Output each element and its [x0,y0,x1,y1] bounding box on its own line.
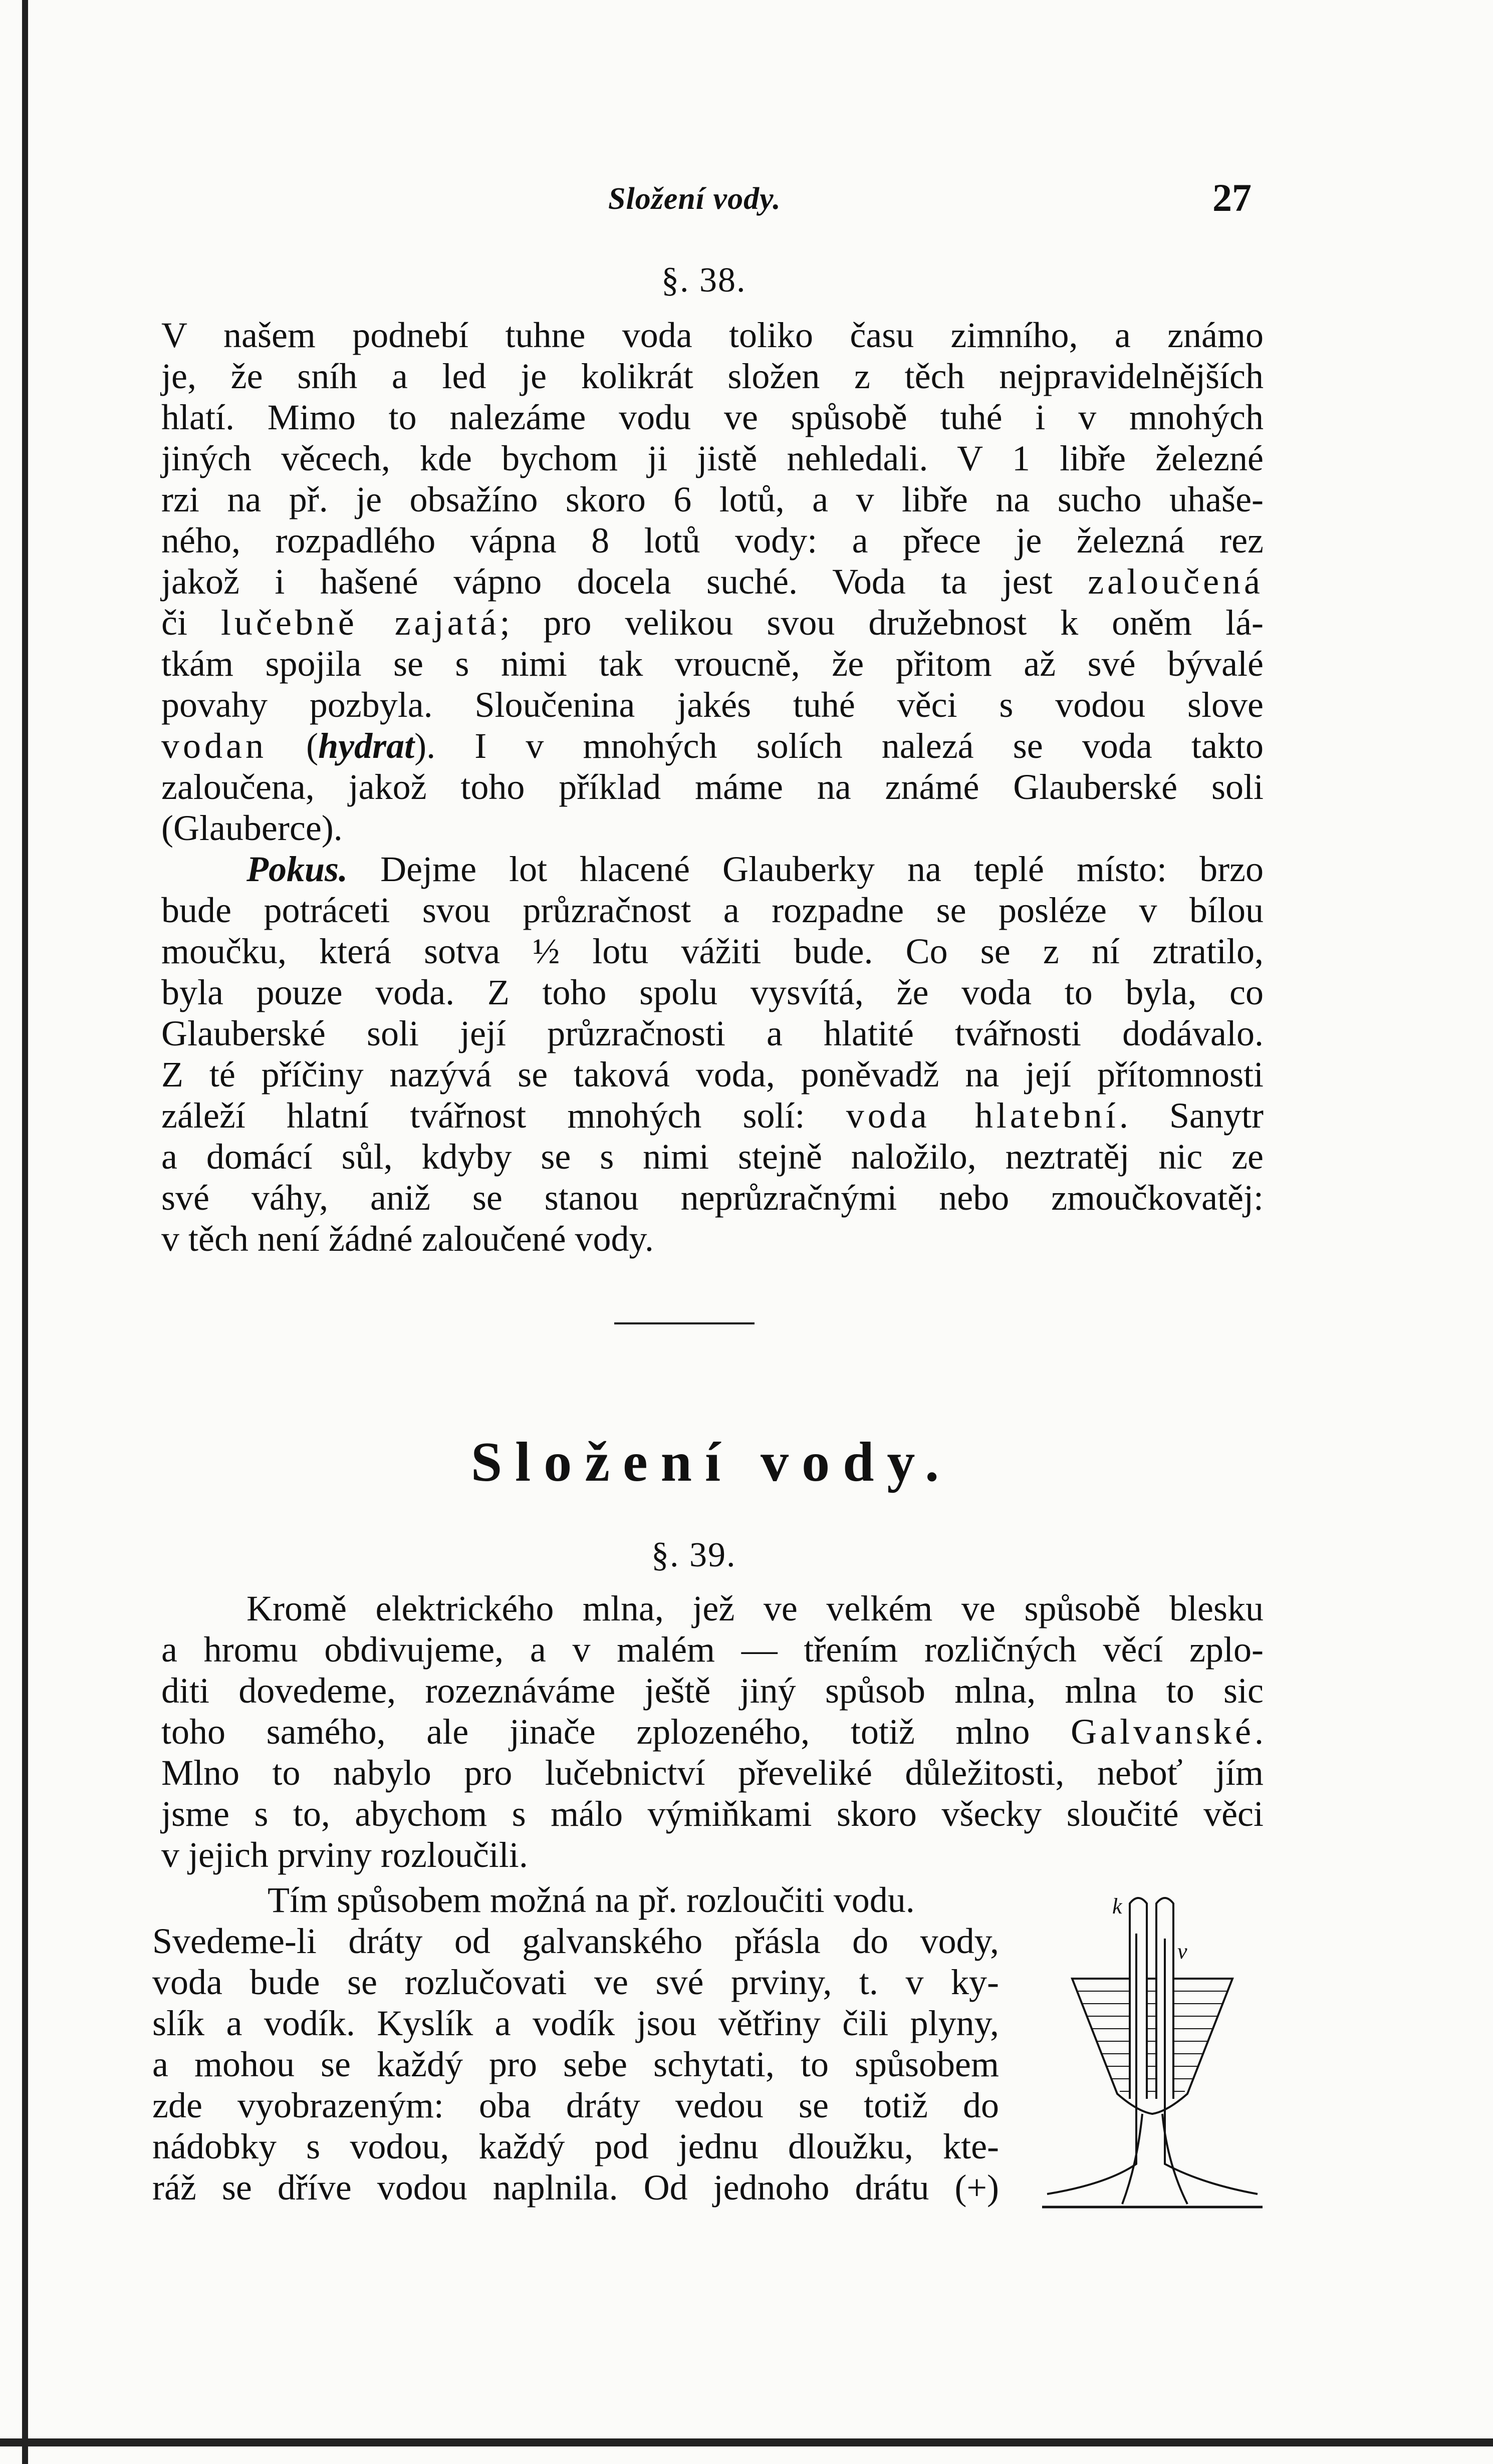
text-line: Glauberské soli její průzračnosti a hlatité tvářnosti dodávalo. [161,1013,1264,1053]
wire-left [1047,1934,1136,2194]
text-line: je, že sníh a led je kolikrát složen z těch nejpravidelnějších [161,356,1264,396]
text-line: povahy pozbyla. Sloučenina jakés tuhé věci s vodou slove [161,685,1264,725]
emphasis-term: zaloučená [1088,562,1264,602]
text-line: voda bude se rozlučovati ve své prviny, t. v ky- [152,1962,999,2002]
text-line: a mohou se každý pro sebe schytati, to spůsobem [152,2044,999,2084]
text-line: jakož i hašené vápno docela suché. Voda ta jest zaloučená [161,562,1264,602]
vessel-stem [1122,2114,1187,2204]
figure-label-k: k [1112,1894,1122,1919]
emphasis-term: voda hlatební [846,1096,1119,1136]
text-line: moučku, která sotva ½ lotu vážiti bude. Co se z ní ztratilo, [161,931,1264,971]
text-line: slík a vodík. Kyslík a vodík jsou větřiny čili plyny, [152,2003,999,2043]
text-line: či lučebně zajatá; pro velikou svou družebnost k oněm lá- [161,603,1264,643]
section-39-number: §. 39. [651,1536,736,1574]
tube-left [1130,1898,1147,2099]
page-bottom-edge [0,2438,1493,2446]
text-line: V našem podnebí tuhne voda toliko času zimního, a známo [161,315,1264,355]
page-left-edge [22,0,28,2464]
section-39-paragraph-1 [161,1588,1264,1875]
section-38-paragraph-1 [161,315,1264,849]
pokus-label: Pokus. [246,849,348,889]
section-38-number: §. 38. [661,261,746,300]
text-line: ného, rozpadlého vápna 8 lotů vody: a přece je železná rez [161,520,1264,561]
electrolysis-figure [1042,1883,1263,2209]
text-line: vodan (hydrat). I v mnohých solích nalezá se voda takto [161,726,1264,766]
text-line: byla pouze voda. Z toho spolu vysvítá, že voda to byla, co [161,972,1264,1012]
section-38-paragraph-2 [161,849,1264,1259]
text-line: Z té příčiny nazývá se taková voda, poněvadž na její přítomnosti [161,1054,1264,1094]
text-line: ráž se dříve vodou naplnila. Od jednoho drátu (+) [152,2167,999,2208]
text-line: Mlno to nabylo pro lučebnictví převeliké důležitosti, neboť jím [161,1753,1264,1793]
text-line: tkám spojila se s nimi tak vroucně, že přitom až své bývalé [161,644,1264,684]
figure-label-v: v [1177,1939,1187,1964]
page-number: 27 [1212,176,1252,219]
emphasis-term: Galvanské [1071,1712,1255,1752]
section-divider [614,1322,755,1324]
text-line: (Glauberce). [161,808,343,848]
text-line: své váhy, aniž se stanou neprůzračnými nebo zmoučkovatěj: [161,1178,1264,1218]
text-line: nádobky s vodou, každý pod jednu dloužku, kte- [152,2126,999,2166]
text-line: toho samého, ale jinače zplozeného, totiž mlno Galvanské. [161,1712,1264,1752]
text-line: bude potráceti svou průzračnost a rozpadne se posléze v bílou [161,890,1264,930]
chapter-heading: Složení vody. [470,1431,952,1493]
running-title: Složení vody. [608,182,781,216]
text-line: a hromu obdivujeme, a v malém — třením rozličných věcí zplo- [161,1629,1264,1670]
section-39-paragraph-2 [152,1879,999,2208]
text-line: Svedeme-li dráty od galvanského přásla do vody, [152,1921,999,1961]
text-line: záleží hlatní tvářnost mnohých solí: voda hlatební. Sanytr [161,1096,1264,1136]
text-line: Tím spůsobem možná na př. rozloučiti vodu. [268,1880,915,1920]
text-line: v jejich prviny rozloučili. [161,1835,528,1875]
text-line: hlatí. Mimo to nalezáme vodu ve spůsobě tuhé i v mnohých [161,397,1264,437]
text-line: Kromě elektrického mlna, jež ve velkém ve spůsobě blesku [246,1588,1264,1628]
text-line: rzi na př. je obsažíno skoro 6 lotů, a v libře na sucho uhaše- [161,479,1264,519]
text-line: zaloučena, jakož toho příklad máme na známé Glauberské soli [161,767,1264,807]
emphasis-term: lučebně zajatá [220,603,500,643]
text-line: v těch není žádné zaloučené vody. [161,1219,654,1259]
text-line: diti dovedeme, rozeznáváme ještě jiný spůsob mlna, mlna to sic [161,1671,1264,1711]
water-hatching [1078,1991,1226,2091]
text-line: jiných věcech, kde bychom ji jistě nehledali. V 1 libře železné [161,438,1264,478]
italic-term: hydrat [318,726,415,766]
text-line: Pokus. Dejme lot hlacené Glauberky na teplé místo: brzo [246,849,1264,889]
vessel-outline [1072,1979,1232,2114]
emphasis-term: vodan [161,726,267,766]
text-line: zde vyobrazeným: oba dráty vedou se totiž do [152,2085,999,2125]
text-line: a domácí sůl, kdyby se s nimi stejně naložilo, neztratěj nic ze [161,1137,1264,1177]
text-line: jsme s to, abychom s málo výmiňkami skoro všecky sloučité věci [161,1794,1264,1834]
